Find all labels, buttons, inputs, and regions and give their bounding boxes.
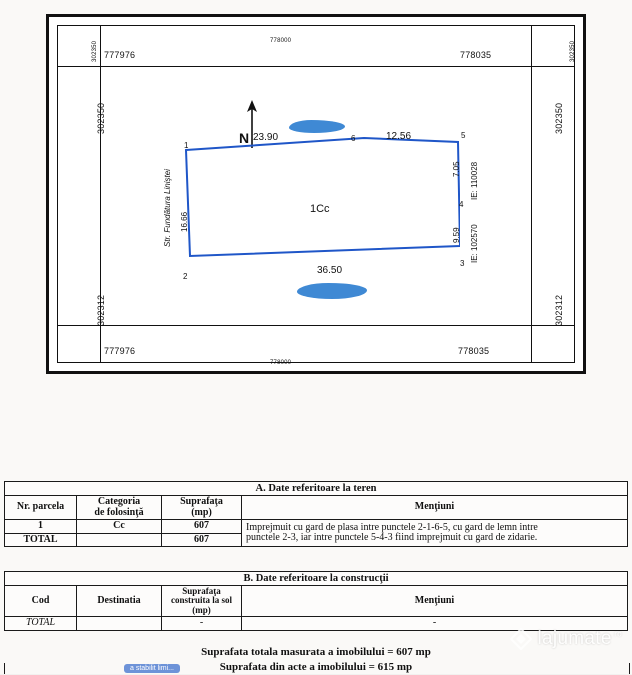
col-header-destinatia: Destinatia: [77, 586, 162, 617]
grid-line-right: [531, 26, 532, 362]
col-header-categorie-l2: de folosinţă: [94, 506, 144, 518]
coord-left-top-y: 302350: [96, 102, 106, 134]
grid-line-top: [58, 66, 574, 67]
cell-total-suprafata: 607: [162, 533, 242, 547]
col-header-categorie-l1: Categoria: [97, 496, 141, 508]
coord-right-top-y: 302350: [554, 102, 564, 134]
parcel-polygon: [184, 130, 460, 270]
point-3: 3: [460, 259, 465, 268]
cell-total-mentiuni-b: -: [242, 617, 628, 631]
cell-nr-parcela: 1: [5, 520, 77, 534]
cell-total-categorie: [77, 533, 162, 547]
col-header-mentiuni: Menţiuni: [242, 496, 628, 520]
parcel-label: 1Cc: [310, 203, 330, 215]
coord-top-mid-x: 778000: [270, 38, 292, 44]
col-header-categorie: [77, 496, 162, 520]
col-header-nr-parcela: Nr. parcela: [5, 496, 77, 520]
summary-total-measured: Suprafata totala masurata a imobilului = 607 mp: [201, 646, 431, 658]
table-b-title-row: [5, 572, 628, 586]
col-header-cod: Cod: [5, 586, 77, 617]
coord-left-bottom-y: 302312: [96, 294, 106, 326]
table-construction-data: [4, 571, 628, 631]
watermark-name: lajumate: [537, 628, 612, 649]
north-label: N: [239, 130, 250, 146]
point-1: 1: [184, 141, 189, 150]
dim-top-right: 12.56: [386, 131, 412, 142]
dim-left: 16.66: [180, 211, 189, 232]
col-header-supr-c-l3: (mp): [192, 604, 211, 615]
table-b-header-row: [5, 586, 628, 617]
ie-lower-label: IE: 102570: [470, 224, 479, 263]
summary-total-documents: Suprafata din acte a imobilului = 615 mp: [219, 660, 413, 673]
table-a-title-row: [5, 482, 628, 496]
cell-total-label-b: TOTAL: [5, 617, 77, 631]
coord-bottom-right-x: 778035: [458, 346, 490, 356]
grid-line-bottom: [58, 325, 574, 326]
col-header-suprafata: [162, 496, 242, 520]
cell-total-destinatia-b: [77, 617, 162, 631]
coord-right-bottom-y: 302312: [554, 294, 564, 326]
blue-stamp-note: a stabilit limi...: [124, 664, 180, 673]
col-header-suprafata-l2: (mp): [191, 506, 212, 518]
watermark-text: [538, 628, 622, 650]
watermark-logo-icon: [510, 628, 532, 650]
table-a-title: A. Date referitoare la teren: [5, 482, 628, 496]
point-2: 2: [183, 272, 188, 281]
col-header-supr-c-l1: Suprafaţa: [182, 586, 221, 597]
col-header-mentiuni-b: Menţiuni: [242, 586, 628, 617]
point-5: 5: [461, 131, 466, 140]
table-row: [5, 520, 628, 534]
cell-total-suprafata-b: -: [162, 617, 242, 631]
col-header-supr-c-l2: construita la sol: [170, 595, 232, 606]
cell-categorie: Cc: [77, 520, 162, 534]
street-name-label: Str. Fundătura Liniştei: [163, 169, 172, 247]
coord-corner-top-left: 302350: [92, 40, 98, 62]
coord-top-left-x: 777976: [104, 50, 136, 60]
table-land-data: [4, 481, 628, 547]
watermark: [510, 628, 622, 650]
coord-corner-top-right: 302350: [570, 40, 576, 62]
table-b-title: B. Date referitoare la construcţii: [5, 572, 628, 586]
cell-mentiuni-l1: Imprejmuit cu gard de plasa intre punctele 2-1-6-5, cu gard de lemn intre: [246, 521, 538, 533]
col-header-suprafata-construita: [162, 586, 242, 617]
coord-bottom-left-x: 777976: [104, 346, 136, 356]
cell-mentiuni: [242, 520, 628, 547]
point-4: 4: [459, 200, 464, 209]
cell-total-label: TOTAL: [5, 533, 77, 547]
coord-top-right-x: 778035: [460, 50, 492, 60]
coord-bottom-mid-x: 778000: [270, 360, 292, 366]
watermark-tld: .ro: [611, 629, 622, 639]
footer-strip: [4, 663, 630, 674]
dim-top-left: 23.90: [253, 132, 279, 143]
point-6: 6: [351, 134, 356, 143]
dim-bottom: 36.50: [317, 265, 343, 276]
dim-right-lower: 9.59: [452, 227, 461, 243]
cell-mentiuni-l2: punctele 2-3, iar intre punctele 5-4-3 fiind imprejmuit cu gard de zidarie.: [246, 532, 538, 544]
dim-right-upper: 7.05: [452, 161, 461, 177]
ie-upper-label: IE: 110028: [470, 161, 479, 200]
table-a-header-row: [5, 496, 628, 520]
cell-suprafata: 607: [162, 520, 242, 534]
col-header-suprafata-l1: Suprafaţa: [180, 496, 223, 508]
